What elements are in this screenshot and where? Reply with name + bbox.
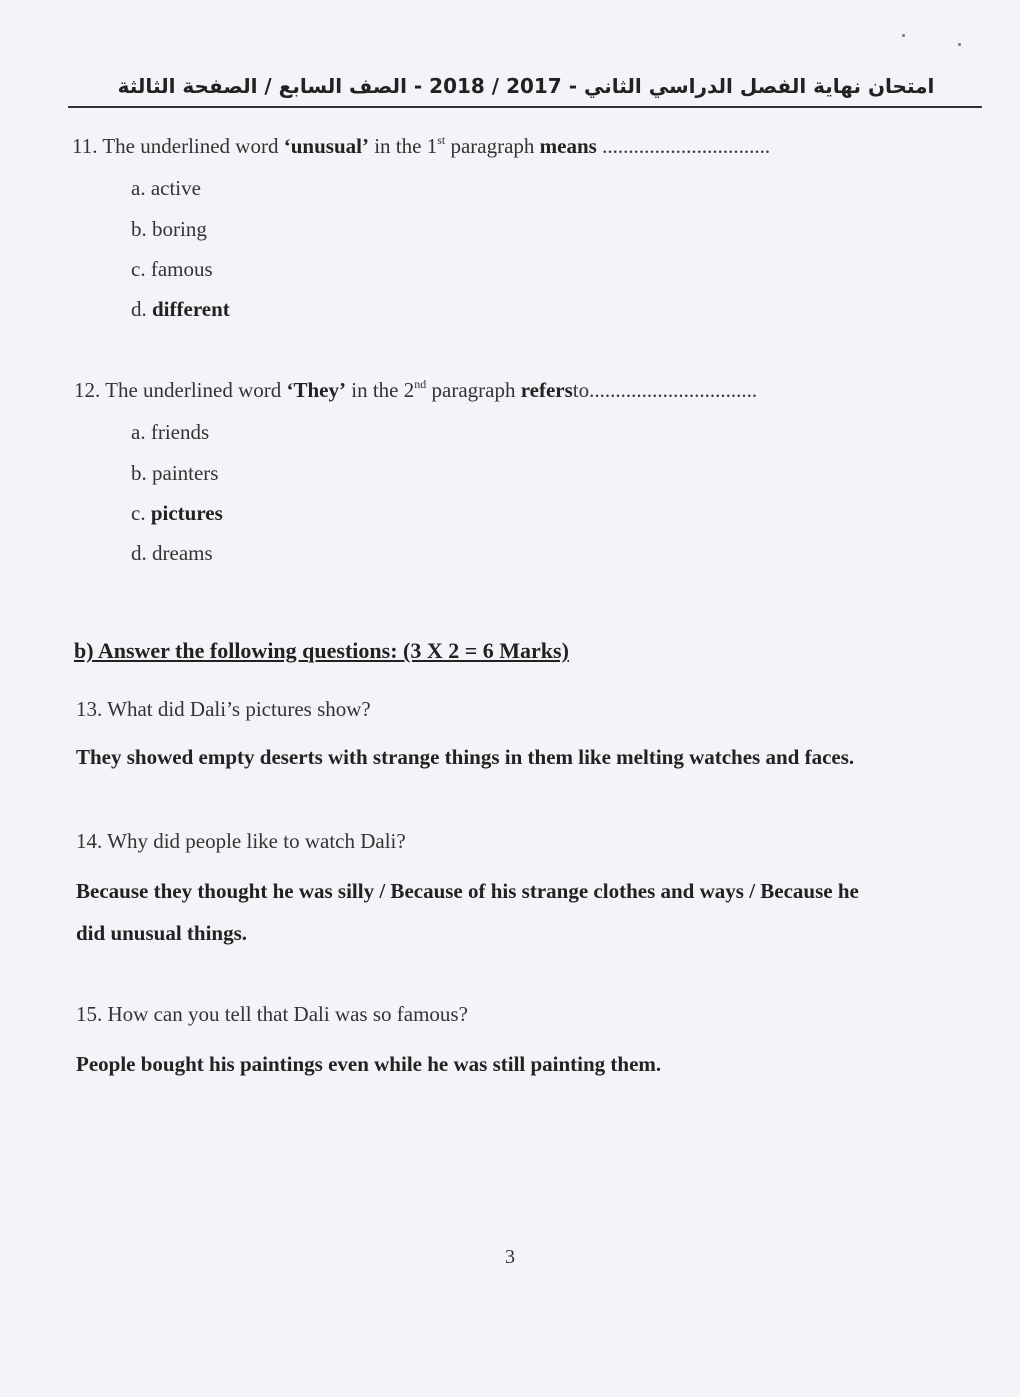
page-number: 3 — [505, 1246, 515, 1268]
question-text: paragraph — [450, 134, 535, 158]
answer-blank: ................................ — [602, 134, 771, 158]
question-verb: refers — [520, 378, 573, 402]
question-text: paragraph — [431, 378, 516, 402]
option-d: d. dreams — [131, 541, 213, 565]
option-d-correct: d. different — [131, 297, 230, 321]
question-14: 14. Why did people like to watch Dali? — [76, 829, 406, 853]
header-divider — [68, 106, 982, 108]
question-text: The underlined word — [105, 378, 282, 402]
question-13: 13. What did Dali’s pictures show? — [76, 697, 371, 721]
scan-speck — [902, 34, 905, 37]
answer-15: People bought his paintings even while he was still painting them. — [76, 1052, 662, 1076]
answer-13: They showed empty deserts with strange things in them like melting watches and faces. — [76, 745, 855, 769]
question-12 — [74, 378, 757, 403]
answer-blank: ................................ — [589, 378, 758, 402]
question-text: The underlined word — [102, 134, 279, 158]
answer-14-line-1: Because they thought he was silly / Because of his strange clothes and ways / Because he — [76, 879, 859, 903]
question-number: 11. — [72, 134, 98, 158]
question-number: 12. — [74, 378, 101, 402]
question-text: in the 1 — [374, 134, 438, 158]
question-11 — [72, 134, 770, 159]
section-b-heading: b) Answer the following questions: (3 X 2 = 6 Marks) — [74, 638, 569, 663]
question-15: 15. How can you tell that Dali was so famous? — [76, 1002, 468, 1026]
question-text: in the 2 — [351, 378, 415, 402]
option-b: b. boring — [131, 217, 207, 241]
ordinal-suffix: st — [437, 133, 446, 147]
scan-speck — [958, 43, 961, 46]
underlined-word: ‘unusual’ — [283, 134, 369, 158]
question-verb: means — [539, 134, 597, 158]
option-b: b. painters — [131, 461, 219, 485]
option-c: c. famous — [131, 257, 213, 281]
option-a: a. friends — [131, 420, 210, 444]
option-c-correct: c. pictures — [131, 501, 223, 525]
underlined-word: ‘They’ — [286, 378, 346, 402]
question-text: to — [572, 378, 590, 402]
answer-14-line-2: did unusual things. — [76, 921, 248, 945]
page-header: امتحان نهاية الفصل الدراسي الثاني - 2017 / 2018 - الصف السابع / الصفحة الثالثة — [117, 74, 935, 98]
option-a: a. active — [131, 176, 201, 200]
ordinal-suffix: nd — [414, 377, 427, 391]
